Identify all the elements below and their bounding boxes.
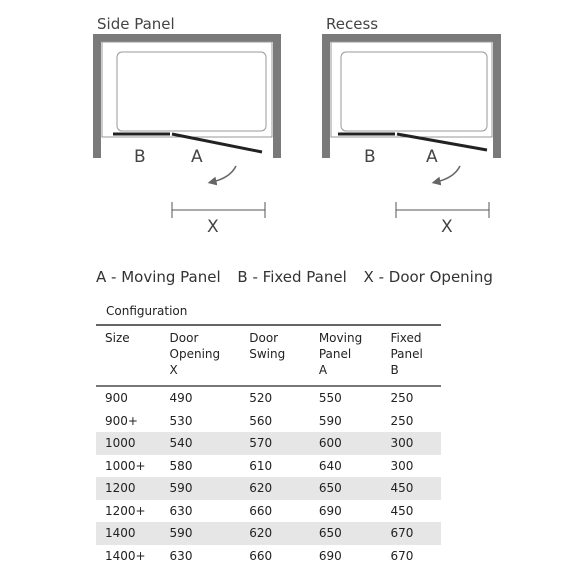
legend-moving-panel: A - Moving Panel [96,268,221,286]
cell-door-opening: 630 [169,548,193,563]
side-panel-label-b: B [134,147,146,167]
configuration-table [96,330,441,567]
cell-size: 1400 [96,522,161,545]
table-row [96,545,441,568]
cell-moving-panel: 590 [318,413,342,428]
cell-door-swing: 520 [249,391,273,406]
cell-door-opening: 530 [169,413,193,428]
cell-size: 900+ [105,413,138,428]
cell-size: 1200+ [105,503,146,518]
recess-tray [331,42,492,137]
recess-title: Recess [326,15,379,33]
cell-door-swing: 660 [249,503,273,518]
cell-size: 1000+ [105,458,146,473]
legend [96,268,566,286]
header-fixed-panel [381,330,441,386]
header-size [96,330,161,386]
side-panel-basin [117,52,266,131]
table-title: Configuration [106,304,188,318]
header-moving-panel-line: Panel [318,347,352,361]
table-row [96,477,441,500]
cell-size: 900 [105,391,128,406]
side-panel-diagram [97,15,277,237]
cell-door-opening: 590 [161,477,241,500]
cell-fixed-panel: 450 [381,477,441,500]
cell-fixed-panel: 450 [390,503,414,518]
cell-moving-panel: 650 [310,477,382,500]
header-door-opening-line: X [169,363,178,377]
header-door-swing-line: Door [249,331,279,345]
cell-fixed-panel: 250 [390,413,414,428]
cell-moving-panel: 640 [318,458,342,473]
header-fixed-panel-line: Panel [390,347,423,361]
recess-moving-panel [397,134,487,150]
cell-door-opening: 540 [161,432,241,455]
header-fixed-panel-line: B [390,363,399,377]
cell-door-swing: 570 [240,432,310,455]
cell-fixed-panel: 670 [390,548,414,563]
cell-door-opening: 630 [169,503,193,518]
header-size-line: Size [105,331,130,345]
header-door-swing [240,330,310,386]
cell-door-swing: 560 [249,413,273,428]
recess-wall [326,38,497,158]
table-row [96,386,441,410]
cell-size: 1200 [96,477,161,500]
side-panel-label-x: X [207,217,219,237]
cell-door-swing: 620 [240,522,310,545]
table-row [96,432,441,455]
cell-moving-panel: 550 [318,391,342,406]
cell-size: 1400+ [105,548,146,563]
header-moving-panel-line: A [318,363,328,377]
recess-basin [341,52,487,131]
shower-diagrams [0,0,580,260]
cell-fixed-panel: 300 [381,432,441,455]
table-row [96,522,441,545]
side-panel-title: Side Panel [97,15,175,33]
cell-moving-panel: 650 [310,522,382,545]
legend-fixed-panel: B - Fixed Panel [237,268,347,286]
cell-fixed-panel: 300 [390,458,414,473]
table-row [96,455,441,478]
recess-diagram [326,15,497,237]
side-panel-tray [102,42,272,137]
header-fixed-panel-line: Fixed [390,331,422,345]
header-door-swing-line: Swing [249,347,286,361]
table-header-row [96,330,441,386]
recess-label-x: X [441,217,453,237]
side-panel-label-a: A [191,147,203,167]
header-moving-panel [310,330,382,386]
cell-door-swing: 610 [249,458,273,473]
header-door-opening-line: Door [169,331,199,345]
recess-label-a: A [426,147,438,167]
cell-moving-panel: 690 [318,548,342,563]
side-panel-swing-arrow [212,166,236,182]
recess-swing-arrow [436,166,460,182]
header-door-opening-line: Opening [169,347,221,361]
cell-door-swing: 620 [240,477,310,500]
cell-door-opening: 490 [169,391,193,406]
header-moving-panel-line: Moving [318,331,363,345]
cell-size: 1000 [96,432,161,455]
cell-moving-panel: 690 [318,503,342,518]
table-title-rule [96,324,441,326]
side-panel-wall [97,38,277,158]
table-row [96,500,441,523]
table-row [96,410,441,433]
cell-door-opening: 590 [161,522,241,545]
cell-door-opening: 580 [169,458,193,473]
legend-door-opening: X - Door Opening [363,268,493,286]
cell-fixed-panel: 670 [381,522,441,545]
recess-label-b: B [364,147,376,167]
cell-door-swing: 660 [249,548,273,563]
cell-fixed-panel: 250 [390,391,414,406]
cell-moving-panel: 600 [310,432,382,455]
header-door-opening [161,330,241,386]
